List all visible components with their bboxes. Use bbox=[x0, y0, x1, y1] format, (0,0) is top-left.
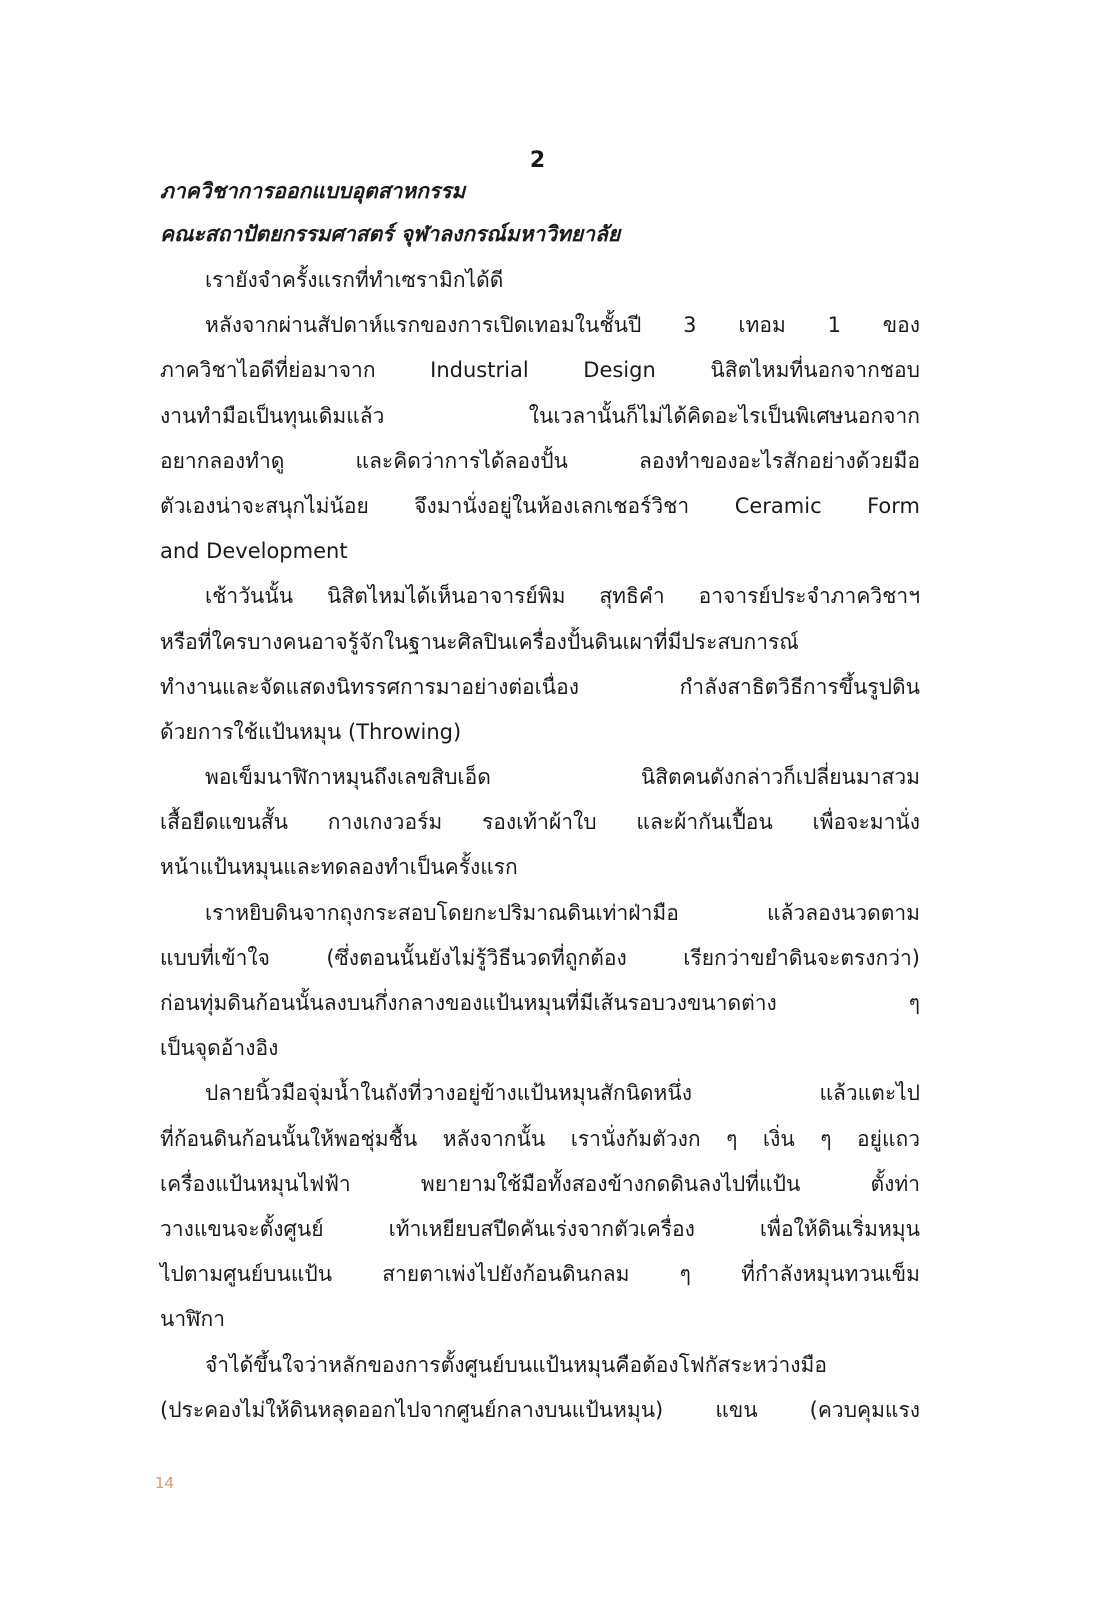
body-line: เสื้อยืดแขนสั้น กางเกงวอร์ม รองเท้าผ้าใบ และผ้ากันเปื้อน เพื่อจะมานั่ง bbox=[160, 810, 920, 835]
body-line: ปลายนิ้วมือจุ่มน้ำในถังที่วางอยู่ข้างแป้นหมุนสักนิดหนึ่ง แล้วแตะไป bbox=[205, 1081, 920, 1106]
body-line: หน้าแป้นหมุนและทดลองทำเป็นครั้งแรก bbox=[160, 855, 518, 880]
body-line: ก่อนทุ่มดินก้อนนั้นลงบนกึ่งกลางของแป้นหมุนที่มีเส้นรอบวงขนาดต่าง ๆ bbox=[160, 991, 920, 1015]
body-line: หรือที่ใครบางคนอาจรู้จักในฐานะศิลปินเครื่องปั้นดินเผาที่มีประสบการณ์ bbox=[160, 629, 799, 654]
body-line: อยากลองทำดู และคิดว่าการได้ลองปั้น ลองทำของอะไรสักอย่างด้วยมือ bbox=[160, 448, 920, 473]
body-line: ตัวเองน่าจะสนุกไม่น้อย จึงมานั่งอยู่ในห้องเลกเชอร์วิชา Ceramic Form bbox=[160, 493, 920, 518]
body-line: เราหยิบดินจากถุงกระสอบโดยกะปริมาณดินเท่าฝ่ามือ แล้วลองนวดตาม bbox=[205, 900, 920, 925]
body-line: งานทำมือเป็นทุนเดิมแล้ว ในเวลานั้นก็ไม่ได้คิดอะไรเป็นพิเศษนอกจาก bbox=[160, 403, 920, 428]
body-line: วางแขนจะตั้งศูนย์ เท้าเหยียบสปีดคันเร่งจากตัวเครื่อง เพื่อให้ดินเริ่มหมุน bbox=[160, 1216, 920, 1241]
body-line: ภาควิชาไอดีที่ย่อมาจาก Industrial Design นิสิตไหมที่นอกจากชอบ bbox=[160, 358, 920, 383]
body-line: จำได้ขึ้นใจว่าหลักของการตั้งศูนย์บนแป้นหมุนคือต้องโฟกัสระหว่างมือ bbox=[205, 1352, 827, 1377]
body-line: ทำงานและจัดแสดงนิทรรศการมาอย่างต่อเนื่อง กำลังสาธิตวิธีการขึ้นรูปดิน bbox=[160, 674, 920, 699]
chapter-number: 2 bbox=[529, 148, 546, 173]
faculty-heading: คณะสถาปัตยกรรมศาสตร์ จุฬาลงกรณ์มหาวิทยาลัย bbox=[160, 222, 621, 246]
body-line: เป็นจุดอ้างอิง bbox=[160, 1036, 279, 1061]
body-line: ไปตามศูนย์บนแป้น สายตาเพ่งไปยังก้อนดินกลม ๆ ที่กำลังหมุนทวนเข็ม bbox=[160, 1262, 920, 1287]
body-line: เช้าวันนั้น นิสิตไหมได้เห็นอาจารย์พิม สุทธิคำ อาจารย์ประจำภาควิชาฯ bbox=[205, 584, 920, 609]
body-line: พอเข็มนาฬิกาหมุนถึงเลขสิบเอ็ด นิสิตคนดังกล่าวก็เปลี่ยนมาสวม bbox=[205, 765, 920, 790]
body-line: หลังจากผ่านสัปดาห์แรกของการเปิดเทอมในชั้นปี 3 เทอม 1 ของ bbox=[205, 313, 920, 338]
body-line: ที่ก้อนดินก้อนนั้นให้พอชุ่มชื้น หลังจากนั้น เรานั่งก้มตัวงก ๆ เงิ่น ๆ อยู่แถว bbox=[160, 1126, 920, 1151]
body-text bbox=[160, 258, 920, 1433]
body-line: and Development bbox=[160, 539, 348, 564]
body-line: นาฬิกา bbox=[160, 1307, 226, 1332]
department-heading: ภาควิชาการออกแบบอุตสาหกรรม bbox=[160, 179, 466, 203]
body-line: เครื่องแป้นหมุนไฟฟ้า พยายามใช้มือทั้งสองข้างกดดินลงไปที่แป้น ตั้งท่า bbox=[160, 1171, 920, 1196]
body-line: ด้วยการใช้แป้นหมุน (Throwing) bbox=[160, 719, 462, 744]
body-line: แบบที่เข้าใจ (ซึ่งตอนนั้นยังไม่รู้วิธีนวดที่ถูกต้อง เรียกว่าขยำดินจะตรงกว่า) bbox=[160, 945, 920, 970]
page-number: 14 bbox=[155, 1474, 175, 1492]
body-line: เรายังจำครั้งแรกที่ทำเซรามิกได้ดี bbox=[205, 268, 504, 292]
body-line: (ประคองไม่ให้ดินหลุดออกไปจากศูนย์กลางบนแป้นหมุน) แขน (ควบคุมแรง bbox=[160, 1397, 920, 1422]
